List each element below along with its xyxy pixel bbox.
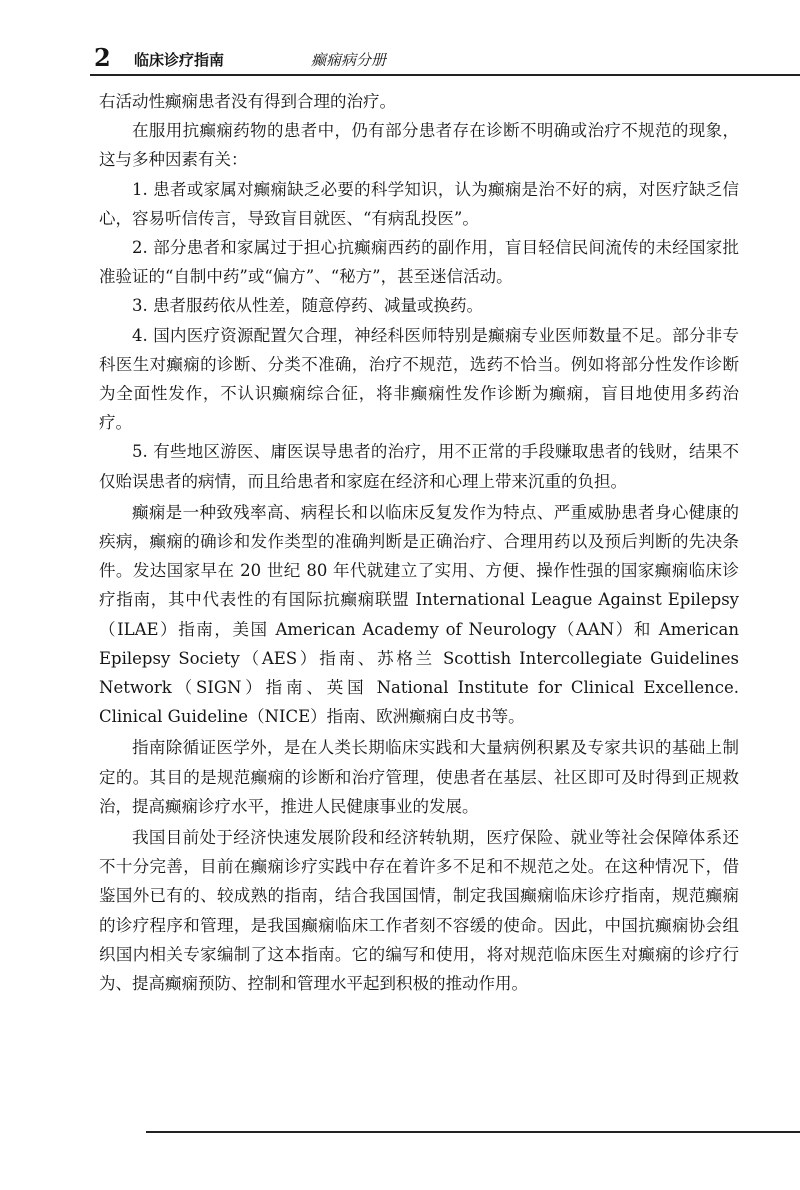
paragraph-china-context: 我国目前处于经济快速发展阶段和经济转轨期，医疗保险、就业等社会保障体系还不十分完善，目前在癫痫诊疗实践中存在着许多不足和不规范之处。在这种情况下，借鉴国外已有的、较成熟的指南，结合我国国情，制定我国癫痫临床诊疗指南，规范癫痫的诊疗程序和管理，是我国癫痫临床工作者刻不容缓的使命。因此，中国抗癫痫协会组织国内相关专家编制了这本指南。它的编写和使用，将对规范临床医生对癫痫的诊疗行为、提高癫痫预防、控制和管理水平起到积极的推动作用。 [99,828,739,994]
paragraph-guideline-purpose: 指南除循证医学外，是在人类长期临床实践和大量病例积累及专家共识的基础上制定的。其目的是规范癫痫的诊断和治疗管理，使患者在基层、社区即可及时得到正规救治，提高癫痫诊疗水平，推进人民健康事业的发展。 [99,738,739,816]
body-text [99,87,739,998]
list-item-3: 3. 患者服药依从性差，随意停药、减量或换药。 [132,296,483,316]
list-item-1: 1. 患者或家属对癫痫缺乏必要的科学知识，认为癫痫是治不好的病，对医疗缺乏信心，容易听信传言，导致盲目就医、“有病乱投医”。 [99,179,739,228]
list-item-5: 5. 有些地区游医、庸医误导患者的治疗，用不正常的手段赚取患者的钱财，结果不仅贻误患者的病情，而且给患者和家庭在经济和心理上带来沉重的负担。 [99,442,739,491]
running-header [90,44,800,76]
paragraph-epilepsy-overview: 癫痫是一种致残率高、病程长和以临床反复发作为特点、严重威胁患者身心健康的疾病，癫痫的确诊和发作类型的准确判断是正确治疗、合理用药以及预后判断的先决条件。发达国家早在 20 世纪 80 年代就建立了实用、方便、操作性强的国家癫痫临床诊疗指南，其中代表性的有国际抗癫痫联盟 International League Against Epilepsy（ILAE）指南，美国 American Academy of Neurology（AAN）和 American Epilepsy Society（AES）指南、苏格兰 Scottish Intercollegiate Guidelines Network（SIGN）指南、英国 National Institute for Clinical Excellence. Clinical Guideline（NICE）指南、欧洲癫痫白皮书等。 [99,502,739,727]
running-subtitle: 癫痫病分册 [311,51,387,69]
list-item-4: 4. 国内医疗资源配置欠合理，神经科医师特别是癫痫专业医师数量不足。部分非专科医生对癫痫的诊断、分类不准确，治疗不规范，选药不恰当。例如将部分性发作诊断为全面性发作，不认识癫痫综合征，将非癫痫性发作诊断为癫痫，盲目地使用多药治疗。 [99,325,739,433]
page-number: 2 [94,43,111,72]
running-title: 临床诊疗指南 [134,51,225,69]
list-item-2: 2. 部分患者和家属过于担心抗癫痫西药的副作用，盲目轻信民间流传的未经国家批准验证的“自制中药”或“偏方”、“秘方”，甚至迷信活动。 [99,238,739,287]
paragraph-causes-intro: 在服用抗癫痫药物的患者中，仍有部分患者存在诊断不明确或治疗不规范的现象，这与多种因素有关： [99,121,739,170]
paragraph-continuation: 右活动性癫痫患者没有得到合理的治疗。 [99,92,396,111]
footer-rule [146,1131,800,1133]
